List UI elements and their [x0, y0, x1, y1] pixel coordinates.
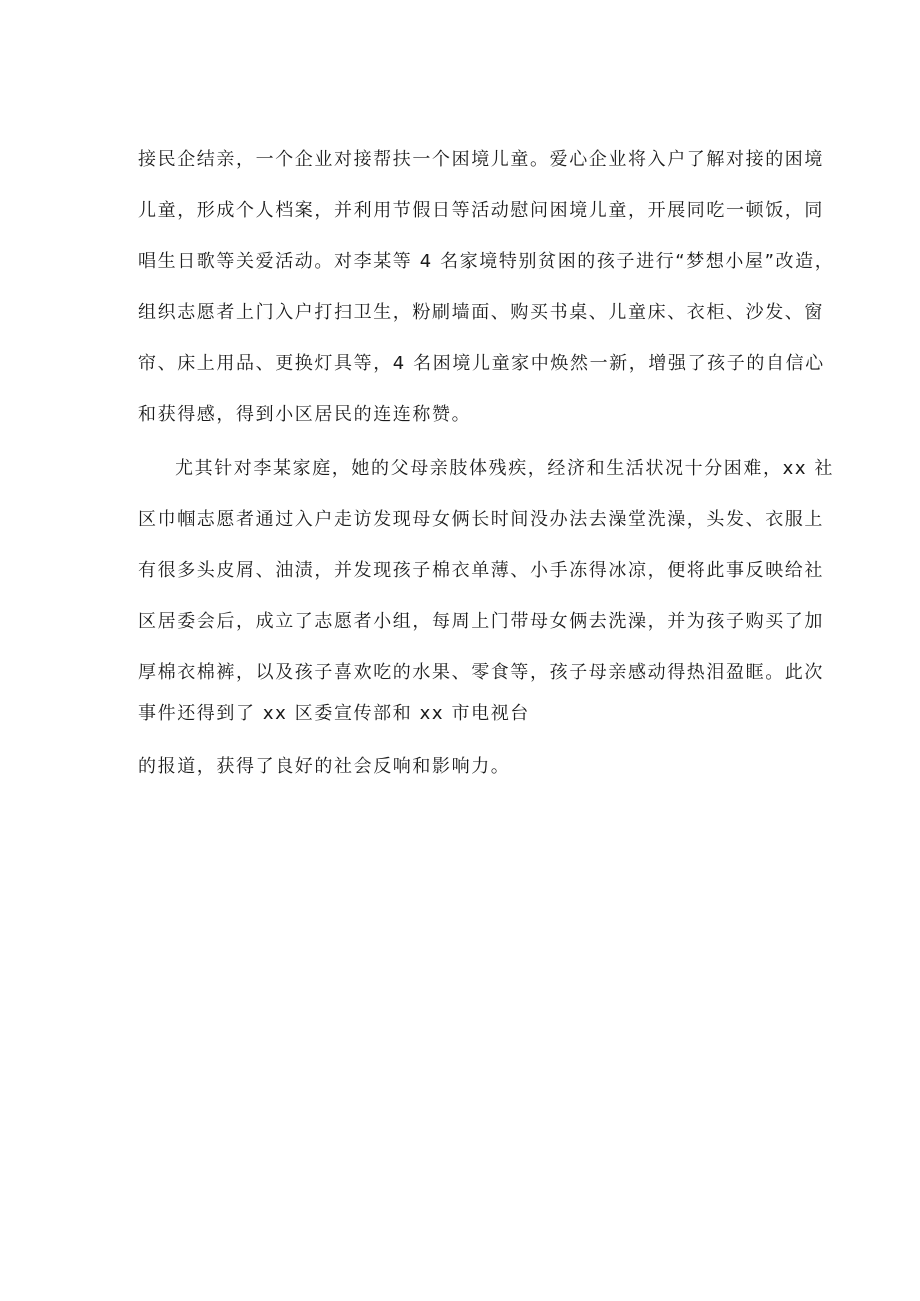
paragraph-1-line-6: 和获得感，得到小区居民的连连称赞。	[138, 404, 472, 425]
paragraph-1-line-3: 唱生日歌等关爱活动。对李某等 4 名家境特别贫困的孩子进行“梦想小屋”改造，	[138, 251, 835, 272]
paragraph-2-line-2: 区巾帼志愿者通过入户走访发现母女俩长时间没办法去澡堂洗澡，头发、衣服上	[138, 509, 824, 530]
paragraph-2-line-3: 有很多头皮屑、油渍，并发现孩子棉衣单薄、小手冻得冰凉，便将此事反映给社	[138, 560, 824, 581]
paragraph-2-line-4: 区居委会后，成立了志愿者小组，每周上门带母女俩去洗澡，并为孩子购买了加	[138, 611, 824, 632]
paragraph-1-line-5: 帘、床上用品、更换灯具等，4 名困境儿童家中焕然一新，增强了孩子的自信心	[138, 353, 825, 374]
paragraph-2-line-1: 尤其针对李某家庭，她的父母亲肢体残疾，经济和生活状况十分困难，xx 社	[175, 458, 835, 479]
paragraph-2-line-6: 事件还得到了 xx 区委宣传部和 xx 市电视台	[138, 703, 530, 724]
paragraph-1-line-1: 接民企结亲，一个企业对接帮扶一个困境儿童。爱心企业将入户了解对接的困境	[138, 149, 824, 170]
paragraph-1-line-2: 儿童，形成个人档案，并利用节假日等活动慰问困境儿童，开展同吃一顿饭，同	[138, 200, 824, 221]
paragraph-2-line-7: 的报道，获得了良好的社会反响和影响力。	[138, 756, 511, 777]
paragraph-2-line-5: 厚棉衣棉裤，以及孩子喜欢吃的水果、零食等，孩子母亲感动得热泪盈眶。此次	[138, 662, 824, 683]
paragraph-1-line-4: 组织志愿者上门入户打扫卫生，粉刷墙面、购买书桌、儿童床、衣柜、沙发、窗	[138, 302, 824, 323]
